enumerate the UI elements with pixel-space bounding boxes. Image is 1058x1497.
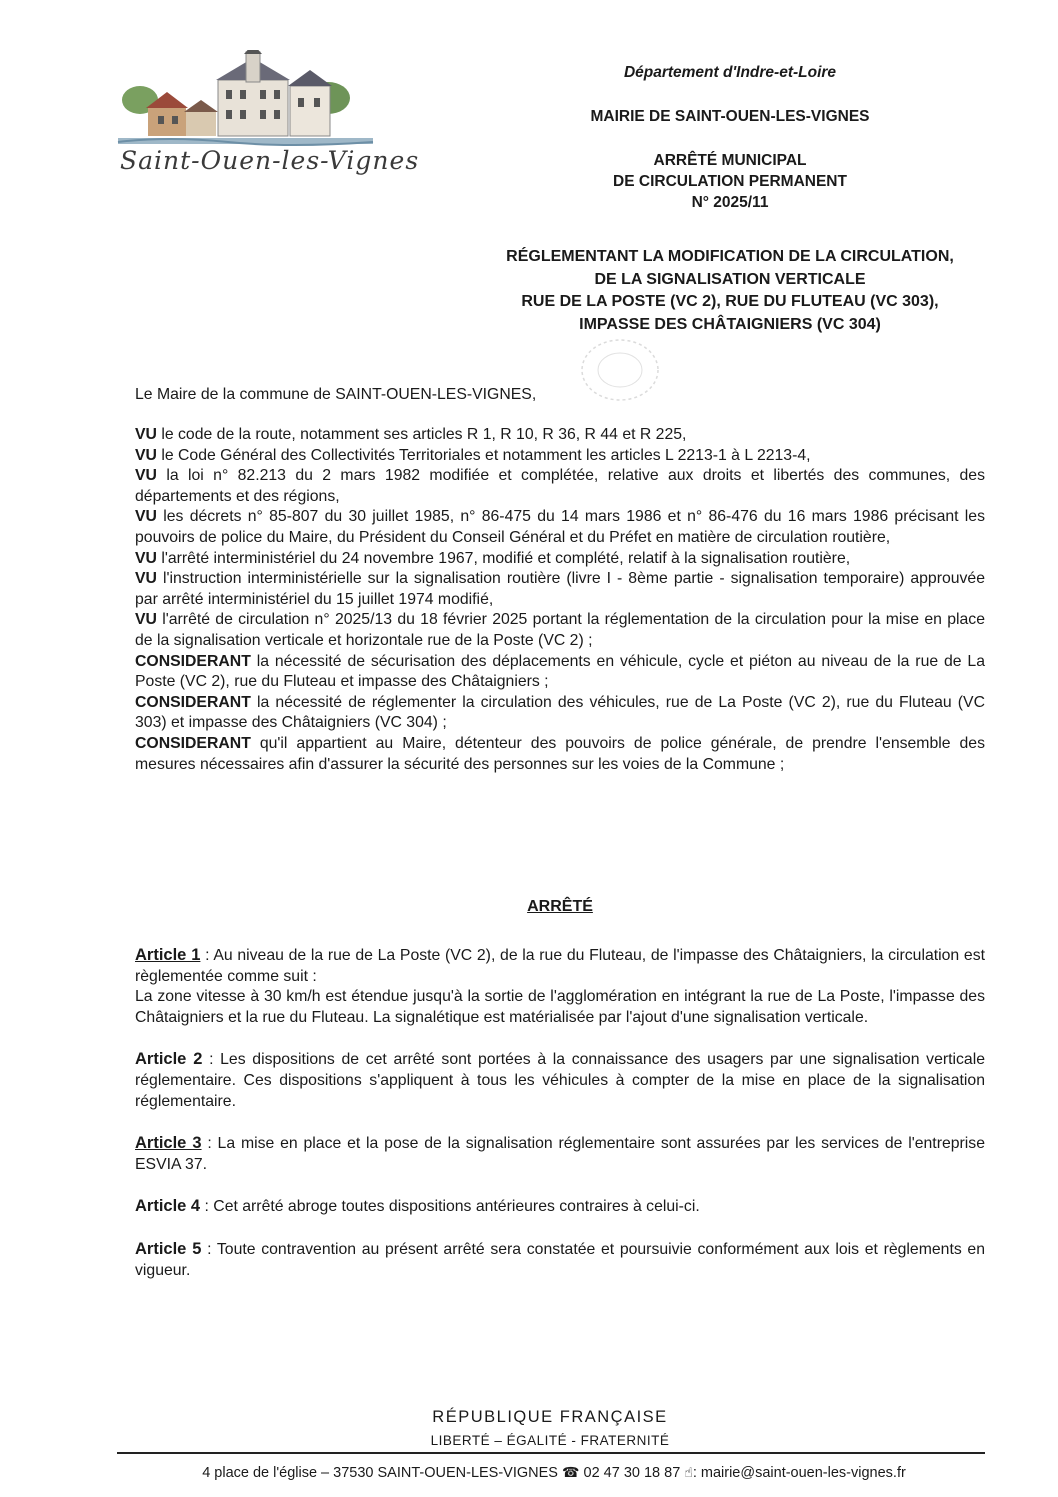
visa-label: VU: [135, 426, 157, 443]
article-4: [135, 1196, 985, 1218]
visa-text: le code de la route, notamment ses articles R 1, R 10, R 36, R 44 et R 225,: [156, 426, 687, 443]
arrete-title-line: DE CIRCULATION PERMANENT: [613, 173, 847, 190]
considerant-label: CONSIDERANT: [135, 693, 251, 711]
considerant-label: CONSIDERANT: [135, 734, 251, 752]
considerant-text: la nécessité de sécurisation des déplacements en véhicule, cycle et piéton au niveau de la rue de La Poste (VC 2), rue du Fluteau et impasse des Châtaigniers ;: [135, 652, 985, 691]
arrete-number: N° 2025/11: [691, 194, 769, 211]
article-text: : La mise en place et la pose de la signalisation réglementaire sont assurées par les services de l'entreprise ESVIA 37.: [135, 1135, 985, 1173]
arrete-title: [470, 150, 990, 213]
mairie-title: MAIRIE DE SAINT-OUEN-LES-VIGNES: [590, 108, 870, 125]
visa-item: [135, 446, 985, 467]
footer-contact: 4 place de l'église – 37530 SAINT-OUEN-LES-VIGNES ☎ 02 47 30 18 87 ☝: mairie@saint-ouen-les-vignes.fr: [202, 1464, 906, 1481]
visa-label: VU: [135, 467, 157, 485]
article-1: [135, 945, 985, 1028]
visa-text: l'arrêté interministériel du 24 novembre 1967, modifié et complété, relatif à la signalisation routière,: [156, 549, 851, 567]
subject-line: IMPASSE DES CHÂTAIGNIERS (VC 304): [579, 315, 881, 333]
footer-address: 4 place de l'église – 37530 SAINT-OUEN-LES-VIGNES: [202, 1465, 558, 1481]
visa-label: VU: [135, 570, 157, 588]
visa-text: l'instruction interministérielle sur la signalisation routière (livre I - 8ème partie - signalisation temporaire) approuvée par arrêté interministériel du 15 juillet 1974 modifié,: [135, 570, 985, 608]
article-3: [135, 1133, 985, 1175]
visa-item: [135, 549, 985, 570]
article-label: Article 2: [135, 1050, 203, 1069]
arrete-title-line: ARRÊTÉ MUNICIPAL: [653, 152, 807, 169]
visa-text: l'arrêté de circulation n° 2025/13 du 18 février 2025 portant la réglementation de la circulation pour la mise en place de la signalisation verticale et horizontale rue de la Poste (VC 2) ;: [135, 611, 985, 649]
considerant-item: [135, 693, 985, 734]
article-5: [135, 1239, 985, 1281]
subject-line: DE LA SIGNALISATION VERTICALE: [594, 270, 866, 288]
considerant-text: qu'il appartient au Maire, détenteur des pouvoirs de police générale, de prendre l'ensemble des mesures nécessaires afin d'assurer la sécurité des personnes sur les voies de la Commune ;: [135, 734, 985, 773]
considerant-item: [135, 652, 985, 693]
article-text: : Au niveau de la rue de La Poste (VC 2), de la rue du Fluteau, de l'impasse des Châtaigniers, la circulation est règlementée comme suit :: [135, 947, 985, 985]
intro-text: Le Maire de la commune de SAINT-OUEN-LES-VIGNES,: [135, 386, 537, 403]
article-label: Article 4: [135, 1197, 201, 1216]
article-text: : Toute contravention au présent arrêté sera constatée et poursuivie conformément aux lois et règlements en vigueur.: [135, 1240, 985, 1279]
considerant-label: CONSIDERANT: [135, 652, 251, 670]
visa-item: [135, 466, 985, 507]
republique-francaise: RÉPUBLIQUE FRANÇAISE: [432, 1408, 668, 1426]
visa-item: [135, 569, 985, 610]
commune-logo-name: Saint-Ouen-les-Vignes: [120, 146, 420, 175]
visa-text: le Code Général des Collectivités Territoriales et notamment les articles L 2213-1 à L 2213-4,: [156, 446, 811, 464]
visa-text: la loi n° 82.213 du 2 mars 1982 modifiée et complétée, relative aux droits et libertés des communes, des départements et des régions,: [135, 467, 985, 505]
visa-item: [135, 507, 985, 548]
department-title: Département d'Indre-et-Loire: [623, 64, 837, 81]
visa-item: [135, 425, 985, 446]
commune-logo: [108, 50, 420, 210]
article-label: Article 3: [135, 1134, 202, 1153]
arrete-heading: ARRÊTÉ: [527, 898, 593, 915]
footer-email[interactable]: mairie@saint-ouen-les-vignes.fr: [700, 1465, 906, 1481]
articles-block: [135, 945, 985, 1302]
article-text-extra: La zone vitesse à 30 km/h est étendue jusqu'à la sortie de l'agglomération en intégrant la rue de La Poste, l'impasse des Châtaigniers et la rue du Fluteau. La signalétique est matérialisée par l'ajout d'une signalisation verticale.: [135, 988, 985, 1026]
visa-label: VU: [135, 508, 157, 526]
visas-block: [135, 425, 985, 775]
article-label: Article 1: [135, 946, 201, 964]
considerant-text: la nécessité de réglementer la circulation des véhicules, rue de La Poste (VC 2), rue du Fluteau (VC 303) et impasse des Châtaigniers (VC 304) ;: [135, 693, 985, 732]
intro-paragraph: [135, 385, 985, 406]
considerant-item: [135, 734, 985, 775]
telephone-icon: ☎: [562, 1464, 580, 1480]
arrete-subject: [470, 246, 990, 336]
footer-divider: [117, 1452, 985, 1454]
article-label: Article 5: [135, 1239, 202, 1258]
article-2: [135, 1049, 985, 1112]
hand-pointer-icon: ☝: [684, 1464, 693, 1480]
subject-line: RUE DE LA POSTE (VC 2), RUE DU FLUTEAU (VC 303),: [521, 293, 939, 310]
subject-line: RÉGLEMENTANT LA MODIFICATION DE LA CIRCULATION,: [506, 248, 954, 265]
republique-motto: LIBERTÉ – ÉGALITÉ - FRATERNITÉ: [430, 1433, 670, 1448]
visa-label: VU: [135, 446, 157, 464]
article-text: : Cet arrêté abroge toutes dispositions antérieures contraires à celui-ci.: [200, 1198, 700, 1216]
footer-phone[interactable]: 02 47 30 18 87: [583, 1465, 681, 1481]
visa-label: VU: [135, 549, 157, 567]
visa-label: VU: [135, 611, 157, 629]
visa-text: les décrets n° 85-807 du 30 juillet 1985, n° 86-475 du 14 mars 1986 et n° 86-476 du 16 mars 1986 précisant les pouvoirs de police du Maire, du Président du Conseil Général et du Préfet en matière de circulation routière,: [135, 508, 985, 546]
article-text: : Les dispositions de cet arrêté sont portées à la connaissance des usagers par une signalisation verticale réglementaire. Ces dispositions s'appliquent à tous les véhicules à compter de la mise en place de la signalisation réglementaire.: [135, 1051, 985, 1110]
visa-item: [135, 610, 985, 651]
